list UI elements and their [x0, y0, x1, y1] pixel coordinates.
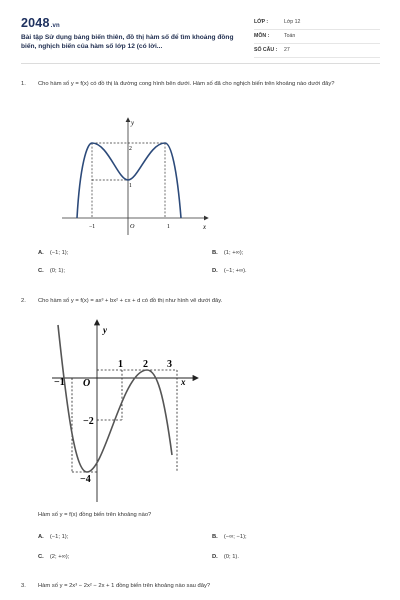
q2-tick-label-x2: 2: [143, 359, 148, 370]
meta-class-value: Lớp 12: [284, 19, 301, 25]
q1-option-c[interactable]: C. (0; 1);: [38, 268, 65, 274]
meta-subject: [254, 29, 380, 44]
question-3-text: Hàm số y = 2x³ − 2x² − 2x + 1 đồng biến trên khoảng nào sau đây?: [38, 583, 211, 589]
question-2-text: Cho hàm số y = f(x) = ax³ + bx² + cx + d có đồ thị như hình vẽ dưới đây.: [38, 298, 223, 304]
header-divider: [21, 63, 380, 64]
meta-count: [254, 43, 380, 58]
document-header: [0, 0, 400, 62]
q2-option-c[interactable]: C. (2; +∞);: [38, 554, 70, 560]
question-1-text: Cho hàm số y = f(x) có đồ thị là đường cong hình bên dưới. Hàm số đã cho nghịch biến trên khoảng nào dưới đây?: [38, 81, 335, 87]
question-2-subtext: Hàm số y = f(x) đồng biến trên khoảng nào?: [38, 512, 152, 518]
q2-tick-label-x3: 3: [167, 359, 172, 370]
q1-tick-label-y1: 1: [129, 183, 132, 189]
q2-option-d[interactable]: D. (0; 1).: [212, 554, 239, 560]
meta-subject-value: Toán: [284, 33, 296, 39]
question-1-graph: [55, 112, 225, 240]
q2-tick-label-ym4: −4: [80, 474, 91, 485]
question-2-number: 2.: [21, 298, 26, 304]
q1-tick-label-xm1: −1: [89, 224, 96, 230]
q2-tick-label-x1: 1: [118, 359, 123, 370]
question-2-graph: [44, 318, 204, 504]
q1-option-b[interactable]: B. (1; +∞);: [212, 250, 244, 256]
meta-count-label: SỐ CÂU :: [254, 47, 278, 53]
meta-count-value: 27: [284, 47, 290, 53]
document-title: Bài tập Sử dụng bảng biến thiên, đồ thị hàm số để tìm khoảng đồng biến, nghịch biến của hàm số lớp 12 (có lời...: [21, 34, 234, 51]
q1-origin-label: O: [130, 223, 135, 230]
question-3-number: 3.: [21, 583, 26, 589]
q1-curve: [77, 143, 181, 218]
q2-tick-label-xm1: −1: [54, 377, 65, 388]
q1-y-label: y: [131, 120, 135, 127]
q1-tick-label-y2: 2: [129, 146, 132, 152]
q2-y-label: y: [103, 325, 107, 335]
q2-x-label: x: [181, 377, 186, 387]
q2-origin-label: O: [83, 378, 91, 389]
q1-tick-label-x1: 1: [167, 224, 170, 230]
site-logo[interactable]: 2048.vn: [21, 16, 60, 30]
q2-option-b[interactable]: B. (−∞; −1);: [212, 534, 247, 540]
q2-tick-label-ym2: −2: [83, 416, 94, 427]
question-1-number: 1.: [21, 81, 26, 87]
q2-curve: [58, 325, 172, 472]
meta-subject-label: MÔN :: [254, 33, 270, 39]
q1-x-label: x: [203, 224, 207, 231]
q1-option-d[interactable]: D. (−1; +∞).: [212, 268, 247, 274]
q2-option-a[interactable]: A. (−1; 1);: [38, 534, 69, 540]
meta-class: [254, 15, 380, 30]
meta-class-label: LỚP :: [254, 19, 269, 25]
q1-option-a[interactable]: A. (−1; 1);: [38, 250, 69, 256]
